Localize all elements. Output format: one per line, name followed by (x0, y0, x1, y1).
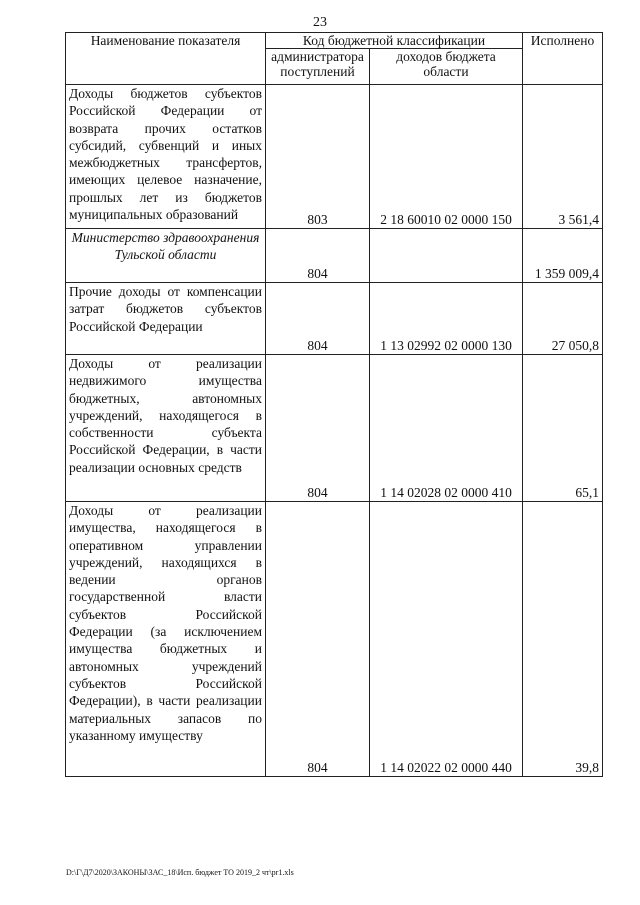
row-admin-code: 804 (266, 355, 370, 502)
row-income-code (370, 229, 523, 283)
row-name: Прочие доходы от компенсации затрат бюджетов субъектов Российской Федерации (66, 283, 266, 355)
column-header-code: Код бюджетной классификации (266, 33, 523, 49)
table-row (66, 85, 603, 229)
row-name: Доходы от реализации имущества, находящегося в оперативном управлении учреждений, находящихся в ведении органов государственной власти субъектов Российской Федерации (за исключением имущества бюджетных и автономных учреждений субъектов Российской Федерации), в части реализации материальных запасов по указанному имуществу (66, 502, 266, 777)
table-row (66, 283, 603, 355)
row-admin-code: 804 (266, 502, 370, 777)
page-number: 23 (313, 15, 327, 30)
column-header-income: доходов бюджета области (370, 49, 523, 85)
row-name: Доходы от реализации недвижимого имущества бюджетных, автономных учреждений, находящегося в собственности субъекта Российской Федерации, в части реализации основных средств (66, 355, 266, 502)
row-admin-code: 804 (266, 229, 370, 283)
row-admin-code: 803 (266, 85, 370, 229)
table-row (66, 355, 603, 502)
file-path-footer: D:\Г\Д7\2020\ЗАКОНЫ\ЗАС_18\Исп. бюджет ТО 2019_2 чт\pr1.xls (66, 868, 294, 877)
table-row (66, 502, 603, 777)
column-header-name: Наименование показателя (66, 33, 266, 85)
header-row-1 (66, 33, 603, 49)
row-amount: 39,8 (523, 502, 603, 777)
row-amount: 65,1 (523, 355, 603, 502)
column-header-admin: администратора поступлений (266, 49, 370, 85)
row-income-code: 1 14 02028 02 0000 410 (370, 355, 523, 502)
row-amount: 3 561,4 (523, 85, 603, 229)
row-amount: 1 359 009,4 (523, 229, 603, 283)
row-income-code: 2 18 60010 02 0000 150 (370, 85, 523, 229)
column-header-executed: Исполнено (523, 33, 603, 85)
row-amount: 27 050,8 (523, 283, 603, 355)
row-name: Доходы бюджетов субъектов Российской Федерации от возврата прочих остатков субсидий, субвенций и иных межбюджетных трансфертов, имеющих целевое назначение, прошлых лет из бюджетов муниципальных образований (66, 85, 266, 229)
row-admin-code: 804 (266, 283, 370, 355)
row-income-code: 1 13 02992 02 0000 130 (370, 283, 523, 355)
row-income-code: 1 14 02022 02 0000 440 (370, 502, 523, 777)
budget-table (65, 32, 603, 777)
table-row (66, 229, 603, 283)
row-name: Министерство здравоохранения Тульской области (66, 229, 266, 283)
